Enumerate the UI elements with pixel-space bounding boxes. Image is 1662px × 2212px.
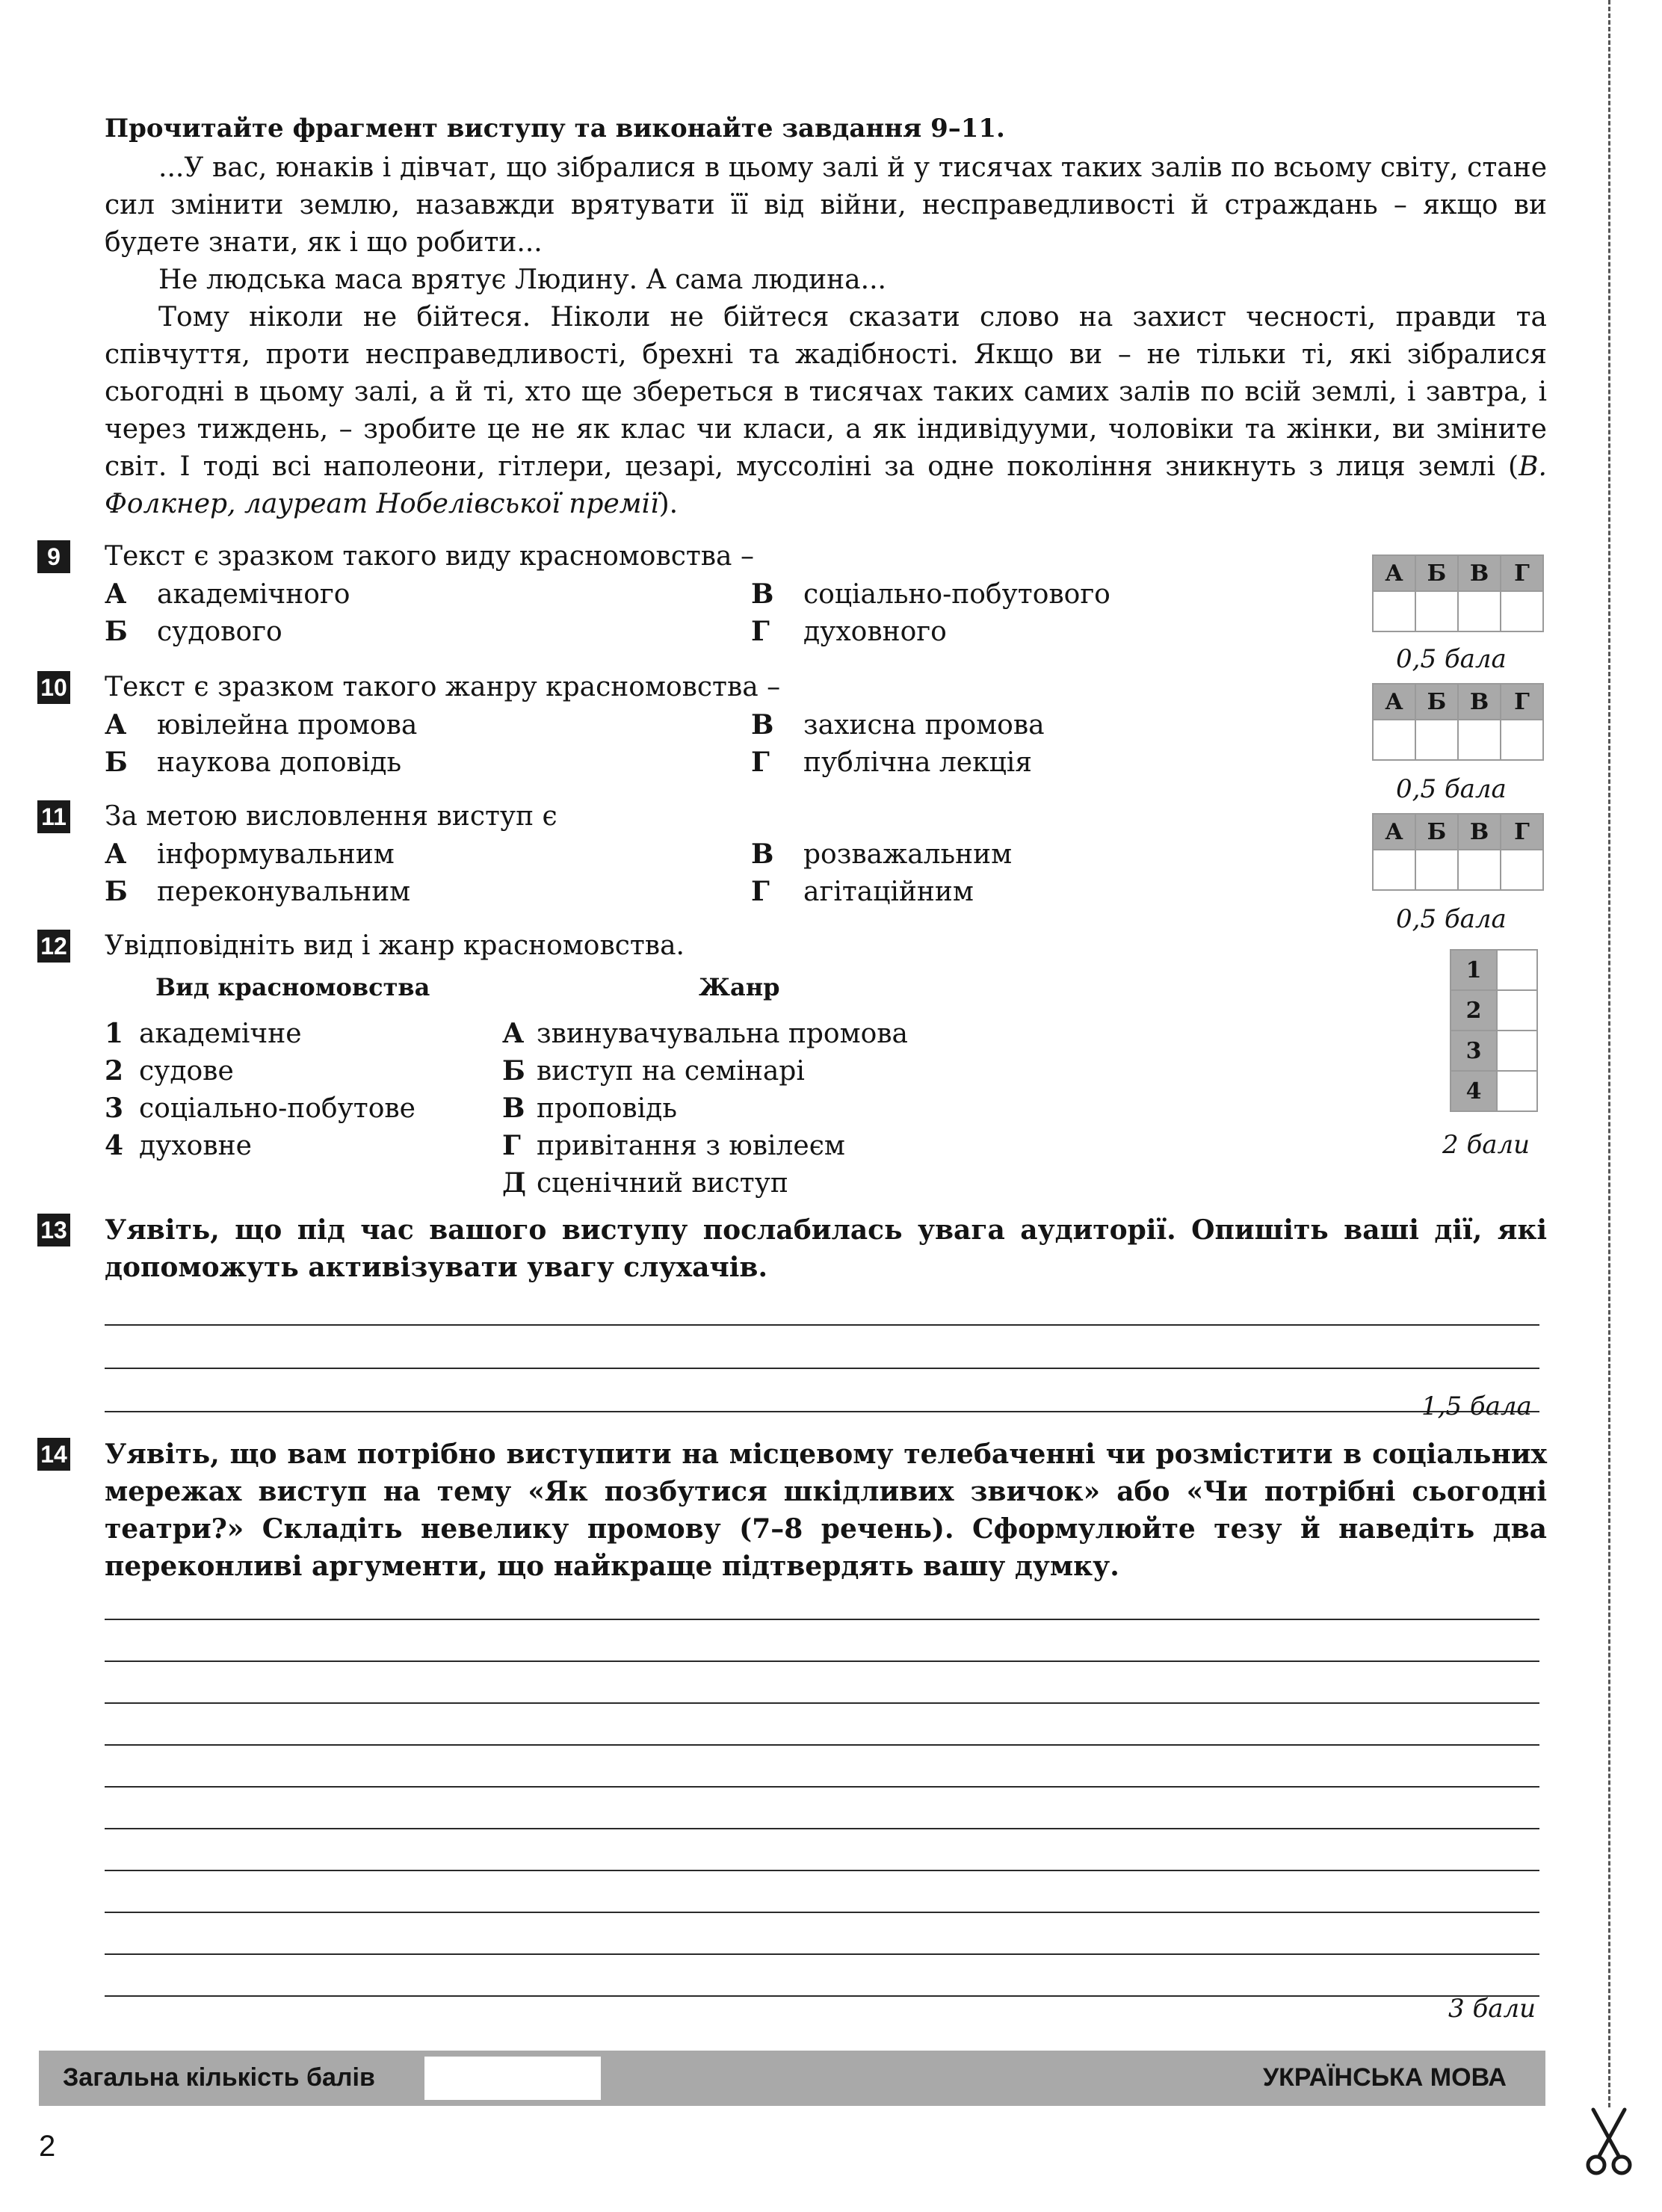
q11-option-c[interactable]: В розважальним bbox=[751, 838, 1013, 870]
q10-score: 0,5 бала bbox=[1396, 774, 1507, 804]
match-row-label-4: 4 bbox=[1451, 1071, 1497, 1111]
answer-line[interactable] bbox=[105, 1953, 1539, 1955]
intro-paragraph-3: Тому ніколи не бійтеся. Ніколи не бійтеся сказати слово на захист чесності, правди та співчуття, проти несправедливості, брехні та жадібності. Якщо ви – не тільки ті, які зібралися сьогодні в цьому залі, а й ті, хто ще збереться в тисячах таких самих залів по всій землі, і завтра, і через тиждень, – зробите це не як клас чи класи, а як індивідууми, чоловіки та жінки, ви зміните світ. І тоді всі наполеони, гітлери, цезарі, муссоліні за одне покоління зникнуть з лиця землі (В. Фолкнер, лауреат Нобелівської премії). bbox=[105, 302, 1547, 519]
match-row-label-2: 2 bbox=[1451, 990, 1497, 1031]
q12-score: 2 бали bbox=[1442, 1130, 1530, 1160]
question-12-text: Увідповідніть вид і жанр красномовства. bbox=[105, 930, 685, 961]
q11-answer-cell-b[interactable] bbox=[1415, 850, 1458, 890]
q12-right-item-a: А звинувачувальна промова bbox=[502, 1018, 909, 1049]
q10-answer-grid bbox=[1372, 683, 1544, 761]
question-number-11: 11 bbox=[37, 800, 70, 833]
intro-paragraph-1: ...У вас, юнаків і дівчат, що зібралися в цьому залі й у тисячах таких залів по всьому світу, стане сил змінити землю, назавжди врятувати її від війни, несправедливості й страждань – якщо ви будете знати, як і що робити... bbox=[105, 152, 1547, 258]
q11-option-a[interactable]: А інформувальним bbox=[105, 838, 395, 870]
q12-left-item-2: 2 судове bbox=[105, 1055, 234, 1087]
q9-option-d[interactable]: Г духовного bbox=[751, 616, 947, 647]
answer-line[interactable] bbox=[105, 1786, 1539, 1788]
grid-header-a: А bbox=[1373, 814, 1415, 850]
question-number-13: 13 bbox=[37, 1214, 70, 1246]
q12-right-item-d: Г привітання з ювілеєм bbox=[502, 1130, 845, 1161]
grid-header-a: А bbox=[1373, 684, 1415, 720]
q9-answer-cell-d[interactable] bbox=[1501, 591, 1543, 631]
q11-answer-cell-d[interactable] bbox=[1501, 850, 1543, 890]
grid-header-b: Б bbox=[1415, 684, 1458, 720]
subject-label: УКРАЇНСЬКА МОВА bbox=[1262, 2063, 1507, 2092]
answer-line[interactable] bbox=[105, 1912, 1539, 1913]
question-10-text: Текст є зразком такого жанру красномовства – bbox=[105, 672, 781, 702]
question-11-text: За метою висловлення виступ є bbox=[105, 801, 557, 832]
q10-answer-cell-c[interactable] bbox=[1458, 720, 1501, 760]
q12-match-grid bbox=[1450, 949, 1538, 1112]
q12-left-item-3: 3 соціально-побутове bbox=[105, 1093, 416, 1124]
answer-line[interactable] bbox=[105, 1324, 1539, 1326]
page-number: 2 bbox=[39, 2130, 56, 2163]
q10-answer-cell-a[interactable] bbox=[1373, 720, 1415, 760]
answer-line[interactable] bbox=[105, 1744, 1539, 1746]
q9-answer-cell-a[interactable] bbox=[1373, 591, 1415, 631]
q12-right-header: Жанр bbox=[699, 973, 780, 1001]
q9-option-b[interactable]: Б судового bbox=[105, 616, 282, 647]
grid-header-d: Г bbox=[1501, 814, 1543, 850]
q9-answer-cell-c[interactable] bbox=[1458, 591, 1501, 631]
q12-left-header: Вид красномовства bbox=[155, 973, 430, 1001]
grid-header-a: А bbox=[1373, 555, 1415, 591]
q11-answer-cell-a[interactable] bbox=[1373, 850, 1415, 890]
grid-header-c: В bbox=[1458, 555, 1501, 591]
q12-answer-cell-1[interactable] bbox=[1497, 950, 1537, 990]
question-number-14: 14 bbox=[37, 1438, 70, 1471]
q12-left-item-4: 4 духовне bbox=[105, 1130, 252, 1161]
total-score-field[interactable] bbox=[424, 2057, 601, 2100]
question-number-12: 12 bbox=[37, 930, 70, 963]
grid-header-d: Г bbox=[1501, 555, 1543, 591]
q12-right-item-e: Д сценічний виступ bbox=[502, 1167, 788, 1199]
cut-line bbox=[1608, 0, 1610, 2107]
answer-line[interactable] bbox=[105, 1660, 1539, 1662]
q14-score: 3 бали bbox=[1448, 1994, 1536, 2024]
q11-answer-grid bbox=[1372, 813, 1544, 891]
q9-answer-grid bbox=[1372, 554, 1544, 632]
q12-answer-cell-4[interactable] bbox=[1497, 1071, 1537, 1111]
grid-header-c: В bbox=[1458, 814, 1501, 850]
q11-option-b[interactable]: Б переконувальним bbox=[105, 876, 411, 907]
intro-title: Прочитайте фрагмент виступу та виконайте завдання 9–11. bbox=[105, 114, 1005, 143]
question-13-text: Уявіть, що під час вашого виступу послабилась увага аудиторії. Опишіть ваші дії, які допоможуть активізувати увагу слухачів. bbox=[105, 1214, 1547, 1283]
answer-line[interactable] bbox=[105, 1411, 1539, 1412]
question-9-text: Текст є зразком такого виду красномовства – bbox=[105, 541, 754, 572]
q10-answer-cell-d[interactable] bbox=[1501, 720, 1543, 760]
q10-option-b[interactable]: Б наукова доповідь bbox=[105, 747, 402, 778]
question-number-9: 9 bbox=[37, 540, 70, 573]
question-number-10: 10 bbox=[37, 671, 70, 704]
scissors-icon bbox=[1583, 2104, 1635, 2178]
q11-answer-cell-c[interactable] bbox=[1458, 850, 1501, 890]
answer-line[interactable] bbox=[105, 1702, 1539, 1704]
answer-line[interactable] bbox=[105, 1368, 1539, 1369]
match-row-label-3: 3 bbox=[1451, 1031, 1497, 1071]
q12-right-item-c: В проповідь bbox=[502, 1093, 677, 1124]
q9-score: 0,5 бала bbox=[1396, 644, 1507, 674]
question-14-text: Уявіть, що вам потрібно виступити на місцевому телебаченні чи розмістити в соціальних мережах виступ на тему «Як позбутися шкідливих звичок» або «Чи потрібні сьогодні театри?» Складіть невелику промову (7–8 речень). Сформулюйте тезу й наведіть два переконливі аргументи, що найкраще підтвердять вашу думку. bbox=[105, 1439, 1547, 1582]
grid-header-d: Г bbox=[1501, 684, 1543, 720]
q9-answer-cell-b[interactable] bbox=[1415, 591, 1458, 631]
match-row-label-1: 1 bbox=[1451, 950, 1497, 990]
q9-option-a[interactable]: А академічного bbox=[105, 578, 350, 610]
q10-option-d[interactable]: Г публічна лекція bbox=[751, 747, 1032, 778]
intro-paragraph-2: Не людська маса врятує Людину. А сама людина... bbox=[158, 265, 886, 295]
q13-score: 1,5 бала bbox=[1421, 1391, 1532, 1421]
answer-line[interactable] bbox=[105, 1619, 1539, 1620]
answer-line[interactable] bbox=[105, 1995, 1539, 1997]
answer-line[interactable] bbox=[105, 1828, 1539, 1829]
q12-left-item-1: 1 академічне bbox=[105, 1018, 302, 1049]
q10-option-c[interactable]: В захисна промова bbox=[751, 709, 1045, 741]
grid-header-c: В bbox=[1458, 684, 1501, 720]
q11-score: 0,5 бала bbox=[1396, 904, 1507, 934]
q11-option-d[interactable]: Г агітаційним bbox=[751, 876, 974, 907]
q12-answer-cell-3[interactable] bbox=[1497, 1031, 1537, 1071]
q9-option-c[interactable]: В соціально-побутового bbox=[751, 578, 1110, 610]
q12-right-item-b: Б виступ на семінарі bbox=[502, 1055, 805, 1087]
answer-line[interactable] bbox=[105, 1870, 1539, 1871]
grid-header-b: Б bbox=[1415, 814, 1458, 850]
q10-answer-cell-b[interactable] bbox=[1415, 720, 1458, 760]
total-score-label: Загальна кількість балів bbox=[63, 2063, 375, 2092]
q12-answer-cell-2[interactable] bbox=[1497, 990, 1537, 1031]
grid-header-b: Б bbox=[1415, 555, 1458, 591]
citation: В. Фолкнер, лауреат Нобелівської премії bbox=[105, 451, 1547, 519]
q10-option-a[interactable]: А ювілейна промова bbox=[105, 709, 418, 741]
